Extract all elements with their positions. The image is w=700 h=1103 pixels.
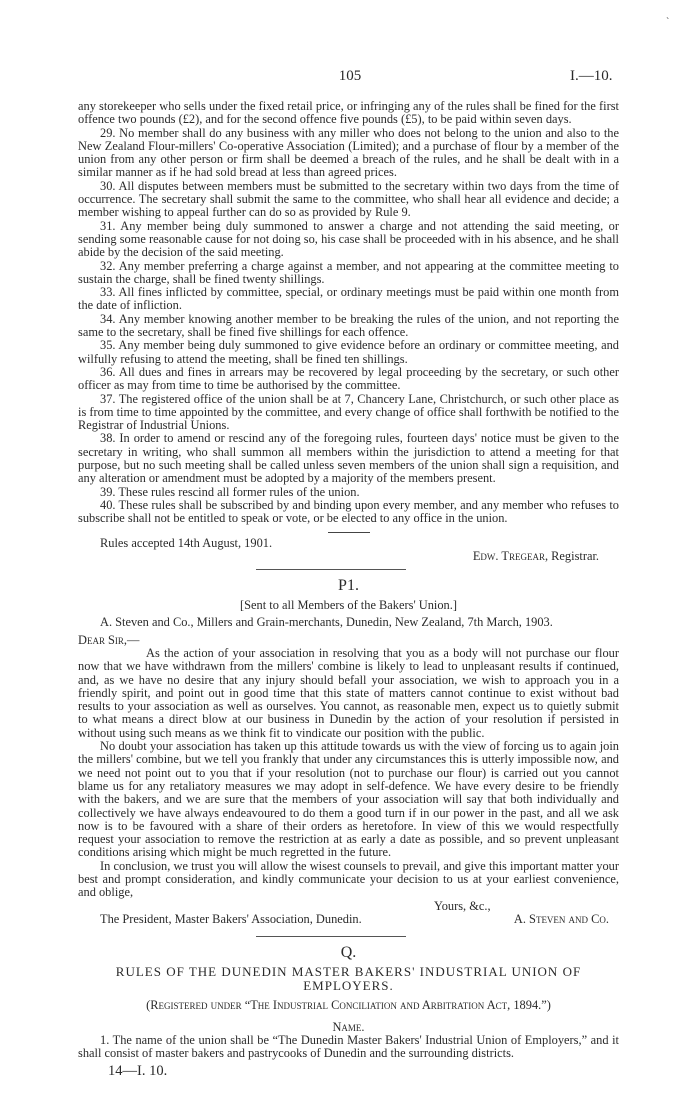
letter-paragraph: No doubt your association has taken up this attitude towards us with the view of forcing us to again join the millers' combine, but we tell you frankly that under any circumstances this is utterly impossible now, and we need not point out to you that if your resolution (not to purchase our flour) is carried out you cannot blame us for any retaliatory measures we may adopt in self-defence. We have every desire to be friendly with the bakers, and we are sure that the members of your association will say that both individually and collectively we have always endeavoured to do them a good turn if in our power in the past, and all we ask now is to be favoured with a share of their orders as heretofore. In view of this we would respectfully request your association to remove the restriction at as early a date as possible, and so prevent unpleasant conditions arising which might be much regretted in the future. <box>78 739 619 860</box>
page-body <box>78 100 619 1079</box>
divider-long <box>256 569 406 570</box>
registrar-signature <box>78 550 619 563</box>
rule-38: 38. In order to amend or rescind any of the foregoing rules, fourteen days' notice must be given to the secretary in writing, who shall summon all members within the jurisdiction to attend a meeting for that purpose, but no such meeting shall be called unless seven members of the union shall sign a requisition, and any alteration or amendment must be adopted by a majority of the members present. <box>78 431 619 486</box>
rule-paragraph: any storekeeper who sells under the fixed retail price, or infringing any of the rules shall be fined for the first offence two pounds (£2), and for the second offence five pounds (£5), to be paid within seven days. <box>78 99 619 127</box>
registrar-title: , Registrar. <box>544 548 599 563</box>
rule-34: 34. Any member knowing another member to be breaking the rules of the union, and not reporting the same to the secretary, shall be fined five shillings for each offence. <box>78 311 619 340</box>
divider-short <box>328 532 370 533</box>
letter-signature: A. Steven and Co. <box>513 911 609 926</box>
divider-long <box>256 936 406 937</box>
letter-footer <box>78 913 619 926</box>
rule-33: 33. All fines inflicted by committee, special, or ordinary meetings must be paid within one month from the date of infliction. <box>78 285 619 313</box>
letter-address: A. Steven and Co., Millers and Grain-merchants, Dunedin, New Zealand, 7th March, 1903. <box>100 615 553 630</box>
distribution-note: [Sent to all Members of the Bakers' Union.] <box>240 598 457 613</box>
page-number: 105 <box>338 68 362 84</box>
letter-closing: Yours, &c., <box>434 898 491 913</box>
rules-accepted: Rules accepted 14th August, 1901. <box>100 535 273 550</box>
rule-35: 35. Any member being duly summoned to give evidence before an ordinary or committee meeting, and wilfully refusing to attend the meeting, shall be fined ten shillings. <box>78 338 619 366</box>
letter-paragraph: As the action of your association in resolving that you as a body will not purchase our flour now that we have withdrawn from the millers' combine is likely to lead to unpleasant results if continued, and, as we have no desire that any injury should befall your association, we wish to approach you in a friendly spirit, and point out in good time that this state of matters cannot continue to exist without bad results to your association as well as ourselves. You cannot, as reasonable men, expect us to quietly submit to what means a direct blow at our business in Dunedin by the action of your resolution if persisted in without using such means as we think fit to vindicate our position with the public. <box>78 645 619 740</box>
section-heading-p1: P1. <box>338 577 359 595</box>
signature-mark: 14—I. 10. <box>108 1063 168 1080</box>
document-reference: I.—10. <box>570 68 613 84</box>
section-heading-q: Q. <box>340 944 357 962</box>
rule-40: 40. These rules shall be subscribed by and binding upon every member, and any member who refuses to subscribe shall not be entitled to speak or vote, or be elected to any office in the union. <box>78 497 619 526</box>
rule-1: 1. The name of the union shall be “The Dunedin Master Bakers' Industrial Union of Employers,” and it shall consist of master bakers and pastrycooks of Dunedin and the surrounding districts. <box>78 1032 619 1061</box>
rule-32: 32. Any member preferring a charge against a member, and not appearing at the committee meeting to sustain the charge, shall be fined twenty shillings. <box>78 258 619 286</box>
section-name-heading: Name. <box>332 1019 365 1034</box>
rule-31: 31. Any member being duly summoned to answer a charge and not attending the said meeting, or sending some reasonable cause for not doing so, his case shall be proceeded with in his absence, and he shall abide by the decision of the said meeting. <box>78 218 619 260</box>
rule-39: 39. These rules rescind all former rules of the union. <box>100 484 360 499</box>
rule-30: 30. All disputes between members must be submitted to the secretary within two days from the time of occurrence. The secretary shall submit the same to the committee, who shall hear all evidence and decide; a member wishing to appeal further can do so as provided by Rule 9. <box>78 178 619 220</box>
registrar-name: Edw. Tregear <box>472 548 545 563</box>
rule-37: 37. The registered office of the union shall be at 7, Chancery Lane, Christchurch, or such other place as is from time to time appointed by the committee, and every change of office shall forthwith be notified to the Registrar of Industrial Unions. <box>78 391 619 433</box>
letter-paragraph: In conclusion, we trust you will allow the wisest counsels to prevail, and give this important matter your best and prompt consideration, and kindly communicate your decision to us at your earliest convenience, and oblige, <box>78 858 619 900</box>
salutation: Dear Sir,— <box>78 632 140 647</box>
rule-36: 36. All dues and fines in arrears may be recovered by legal proceeding by the secretary, or such other officer as may from time to time be authorised by the committee. <box>78 364 619 393</box>
scan-mark: ˋ <box>666 17 670 28</box>
rules-title: RULES OF THE DUNEDIN MASTER BAKERS' INDUSTRIAL UNION OF EMPLOYERS. <box>115 964 582 994</box>
registration-note: (Registered under “The Industrial Conciliation and Arbitration Act, 1894.”) <box>146 998 551 1013</box>
rule-29: 29. No member shall do any business with any miller who does not belong to the union and also to the New Zealand Flour-millers' Co-operative Association (Limited); and a purchase of flour by a member of the union from any other person or firm shall be deemed a breach of the rules, and he shall be dealt with in a similar manner as if he had sold bread at less than agreed prices. <box>78 125 619 180</box>
addressee: The President, Master Bakers' Association, Dunedin. <box>100 911 362 926</box>
